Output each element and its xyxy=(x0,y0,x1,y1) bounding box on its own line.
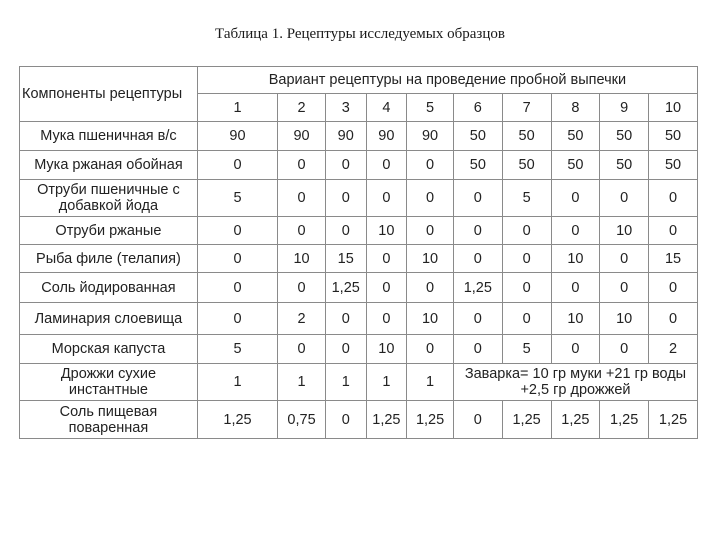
table-cell: 0 xyxy=(278,180,326,217)
table-cell: 0 xyxy=(551,180,600,217)
table-row xyxy=(20,151,698,180)
variant-number: 2 xyxy=(278,94,326,122)
table-cell: 90 xyxy=(325,122,366,151)
table-cell: 0 xyxy=(453,401,502,439)
variant-number: 3 xyxy=(325,94,366,122)
component-name: Соль йодированная xyxy=(20,273,198,303)
table-cell: 0 xyxy=(453,335,502,364)
table-cell: 0 xyxy=(649,303,698,335)
table-cell: 10 xyxy=(278,245,326,273)
table-cell: 1 xyxy=(197,364,277,401)
table-cell: 0 xyxy=(366,180,407,217)
table-cell: 1,25 xyxy=(649,401,698,439)
table-cell: 0 xyxy=(278,335,326,364)
table-cell: 90 xyxy=(197,122,277,151)
table-cell: 0 xyxy=(197,245,277,273)
variant-number: 4 xyxy=(366,94,407,122)
table-cell: 50 xyxy=(551,122,600,151)
variant-number: 9 xyxy=(600,94,649,122)
table-cell: 0 xyxy=(453,303,502,335)
table-cell: 0 xyxy=(502,245,551,273)
table-cell: 0 xyxy=(502,273,551,303)
table-cell: 0 xyxy=(366,273,407,303)
table-cell: 0 xyxy=(600,245,649,273)
table-cell: 0 xyxy=(325,180,366,217)
table-cell: 0 xyxy=(649,273,698,303)
variant-number: 6 xyxy=(453,94,502,122)
table-cell: 10 xyxy=(407,245,454,273)
column-header-components: Компоненты рецептуры xyxy=(20,67,198,122)
variant-number: 5 xyxy=(407,94,454,122)
table-row xyxy=(20,217,698,245)
table-cell: 0 xyxy=(407,180,454,217)
table-cell: 15 xyxy=(649,245,698,273)
table-cell: 5 xyxy=(197,335,277,364)
table-cell: 90 xyxy=(366,122,407,151)
table-cell: 1,25 xyxy=(600,401,649,439)
table-row xyxy=(20,364,698,401)
table-cell: 0 xyxy=(551,273,600,303)
component-name-line: добавкой йода xyxy=(58,198,159,214)
table-cell: 0 xyxy=(197,151,277,180)
column-header-variant: Вариант рецептуры на проведение пробной выпечки xyxy=(197,67,697,94)
component-name: Отруби ржаные xyxy=(20,217,198,245)
table-cell: 10 xyxy=(366,335,407,364)
variant-number: 1 xyxy=(197,94,277,122)
table-cell: 50 xyxy=(453,151,502,180)
table-cell: 15 xyxy=(325,245,366,273)
table-cell: 50 xyxy=(600,122,649,151)
component-name-line: Соль пищевая xyxy=(59,403,158,420)
table-cell: 90 xyxy=(407,122,454,151)
table-cell: 0 xyxy=(278,151,326,180)
table-cell: 50 xyxy=(551,151,600,180)
table-cell: 0 xyxy=(453,180,502,217)
component-name xyxy=(20,364,198,401)
table-cell: 0 xyxy=(407,217,454,245)
table-cell: 2 xyxy=(649,335,698,364)
table-cell: 1 xyxy=(366,364,407,401)
table-cell: 10 xyxy=(366,217,407,245)
table-cell: 0 xyxy=(278,273,326,303)
table-cell: 1,25 xyxy=(551,401,600,439)
table-cell: 1 xyxy=(407,364,454,401)
table-cell: 2 xyxy=(278,303,326,335)
table-cell: 0 xyxy=(407,273,454,303)
table-cell: 90 xyxy=(278,122,326,151)
table-cell: 50 xyxy=(649,122,698,151)
table-row xyxy=(20,303,698,335)
table-cell: 0 xyxy=(600,335,649,364)
table-cell: 1,25 xyxy=(453,273,502,303)
component-name xyxy=(20,180,198,217)
component-name-line: Отруби пшеничные с xyxy=(37,182,180,198)
table-row xyxy=(20,273,698,303)
table-cell: 0 xyxy=(502,217,551,245)
table-cell: 50 xyxy=(502,151,551,180)
table-cell: 0 xyxy=(325,335,366,364)
table-cell: 1,25 xyxy=(197,401,277,439)
table-cell: 0 xyxy=(600,180,649,217)
table-cell: 0,75 xyxy=(278,401,326,439)
table-cell: 0 xyxy=(325,217,366,245)
starter-note-line: +2,5 гр дрожжей xyxy=(520,382,631,398)
table-cell: 50 xyxy=(600,151,649,180)
table-cell: 5 xyxy=(502,180,551,217)
component-name: Морская капуста xyxy=(20,335,198,364)
table-cell: 0 xyxy=(407,335,454,364)
component-name-line: Дрожжи сухие xyxy=(60,366,157,382)
variant-number: 10 xyxy=(649,94,698,122)
table-cell: 0 xyxy=(325,401,366,439)
starter-note xyxy=(453,364,697,401)
table-cell: 10 xyxy=(407,303,454,335)
variant-number: 8 xyxy=(551,94,600,122)
table-cell: 10 xyxy=(551,245,600,273)
table-cell: 5 xyxy=(502,335,551,364)
table-cell: 5 xyxy=(197,180,277,217)
table-cell: 0 xyxy=(197,273,277,303)
table-row xyxy=(20,180,698,217)
table-cell: 1,25 xyxy=(366,401,407,439)
table-cell: 50 xyxy=(502,122,551,151)
table-cell: 1 xyxy=(278,364,326,401)
component-name-line: поваренная xyxy=(68,419,149,436)
table-cell: 10 xyxy=(600,217,649,245)
table-row xyxy=(20,335,698,364)
table-cell: 0 xyxy=(649,217,698,245)
table-cell: 10 xyxy=(600,303,649,335)
table-cell: 0 xyxy=(197,303,277,335)
table-cell: 0 xyxy=(407,151,454,180)
table-cell: 0 xyxy=(366,245,407,273)
component-name: Мука ржаная обойная xyxy=(20,151,198,180)
table-caption: Таблица 1. Рецептуры исследуемых образцов xyxy=(215,26,505,42)
table-cell: 50 xyxy=(453,122,502,151)
component-name: Ламинария слоевища xyxy=(20,303,198,335)
component-name-line: инстантные xyxy=(68,382,148,398)
table-cell: 1,25 xyxy=(407,401,454,439)
table-cell: 0 xyxy=(278,217,326,245)
recipes-table xyxy=(19,66,698,439)
table-cell: 0 xyxy=(600,273,649,303)
table-cell: 1 xyxy=(325,364,366,401)
table-cell: 0 xyxy=(453,245,502,273)
table-row xyxy=(20,245,698,273)
table-cell: 0 xyxy=(649,180,698,217)
table-cell: 0 xyxy=(325,151,366,180)
table-cell: 0 xyxy=(366,151,407,180)
table-row xyxy=(20,122,698,151)
table-cell: 0 xyxy=(502,303,551,335)
table-cell: 0 xyxy=(453,217,502,245)
table-row xyxy=(20,401,698,439)
table-cell: 1,25 xyxy=(502,401,551,439)
table-cell: 50 xyxy=(649,151,698,180)
table-cell: 0 xyxy=(551,335,600,364)
starter-note-line: Заварка= 10 гр муки +21 гр воды xyxy=(464,366,687,382)
table-header-row xyxy=(20,67,698,94)
component-name: Мука пшеничная в/с xyxy=(20,122,198,151)
variant-number: 7 xyxy=(502,94,551,122)
table-cell: 0 xyxy=(197,217,277,245)
table-cell: 0 xyxy=(551,217,600,245)
table-cell: 10 xyxy=(551,303,600,335)
table-cell: 1,25 xyxy=(325,273,366,303)
component-name: Рыба филе (телапия) xyxy=(20,245,198,273)
component-name xyxy=(20,401,198,439)
table-cell: 0 xyxy=(325,303,366,335)
table-cell: 0 xyxy=(366,303,407,335)
